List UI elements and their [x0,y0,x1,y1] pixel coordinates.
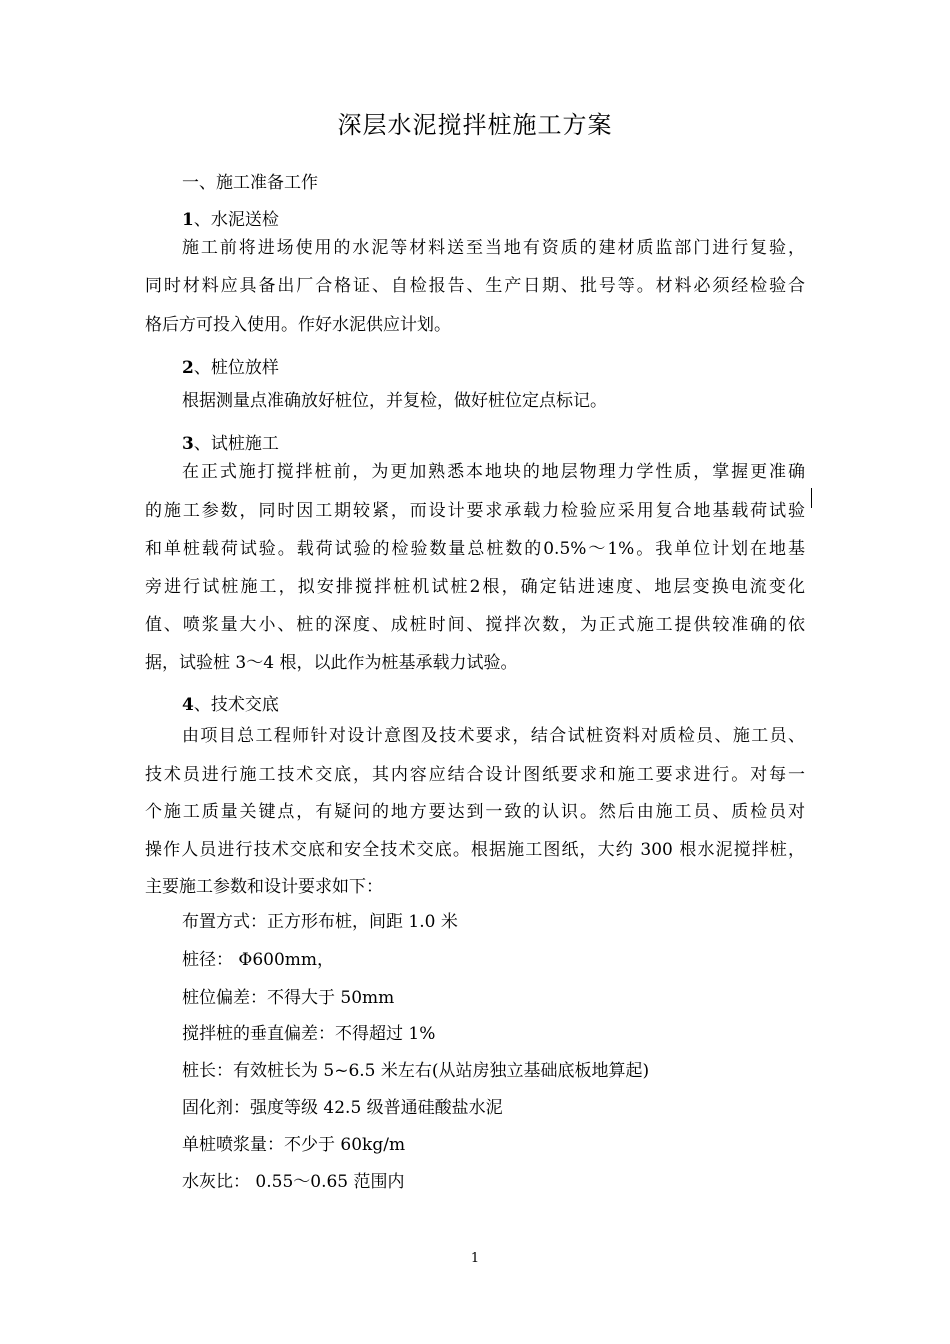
paragraph-line: 的施工参数，同时因工期较紧，而设计要求承载力检验应采用复合地基载荷试验 [145,501,805,521]
page-number: 1 [470,1251,480,1266]
param-line: 水灰比： 0.55～0.65 范围内 [182,1172,405,1192]
item-heading-1 [182,208,279,232]
paragraph-line: 同时材料应具备出厂合格证、自检报告、生产日期、批号等。材料必须经检验合 [145,276,805,296]
param-line: 单桩喷浆量：不少于 60kg/m [182,1135,406,1155]
paragraph-line: 和单桩载荷试验。载荷试验的检验数量总桩数的0.5%～1%。我单位计划在地基 [145,539,805,559]
paragraph-line: 旁进行试桩施工，拟安排搅拌桩机试桩2根，确定钻进速度、地层变换电流变化 [145,577,805,597]
item-number: 3 [182,434,194,454]
item-label: 、桩位放样 [193,358,279,378]
paragraph-line: 操作人员进行技术交底和安全技术交底。根据施工图纸，大约 300 根水泥搅拌桩， [145,840,805,860]
paragraph-line: 技术员进行施工技术交底，其内容应结合设计图纸要求和施工要求进行。对每一 [145,765,805,785]
item-number: 4 [182,695,194,715]
paragraph-line: 个施工质量关键点，有疑问的地方要达到一致的认识。然后由施工员、质检员对 [145,802,805,822]
param-line: 布置方式：正方形布桩，间距 1.0 米 [182,912,458,932]
param-line: 桩位偏差：不得大于 50mm [182,988,395,1008]
item-number: 2 [182,358,194,378]
paragraph-line: 据，试验桩 3～4 根，以此作为桩基承载力试验。 [145,653,518,673]
item-label: 、试桩施工 [193,434,279,454]
param-line: 桩径： Φ600mm， [182,950,335,970]
document-title: 深层水泥搅拌桩施工方案 [337,111,613,139]
item-heading-4 [182,693,279,717]
paragraph-line: 根据测量点准确放好桩位，并复检，做好桩位定点标记。 [182,391,607,411]
paragraph-line: 值、喷浆量大小、桩的深度、成桩时间、搅拌次数，为正式施工提供较准确的依 [145,615,805,635]
item-label: 、水泥送检 [193,210,279,230]
param-line: 搅拌桩的垂直偏差：不得超过 1% [182,1024,436,1044]
item-number: 1 [182,210,194,230]
param-line: 固化剂：强度等级 42.5 级普通硅酸盐水泥 [182,1098,503,1118]
paragraph-line: 在正式施打搅拌桩前，为更加熟悉本地块的地层物理力学性质，掌握更准确 [182,462,805,482]
paragraph-line: 施工前将进场使用的水泥等材料送至当地有资质的建材质监部门进行复验， [182,238,805,258]
paragraph-line: 主要施工参数和设计要求如下： [145,877,383,897]
section-heading: 一、施工准备工作 [182,173,318,193]
margin-mark [811,488,812,508]
item-heading-2 [182,356,279,380]
paragraph-line: 由项目总工程师针对设计意图及技术要求，结合试桩资料对质检员、施工员、 [182,726,805,746]
item-label: 、技术交底 [193,695,279,715]
item-heading-3 [182,432,279,456]
paragraph-line: 格后方可投入使用。作好水泥供应计划。 [145,315,451,335]
param-line: 桩长：有效桩长为 5~6.5 米左右(从站房独立基础底板地算起) [182,1061,650,1081]
